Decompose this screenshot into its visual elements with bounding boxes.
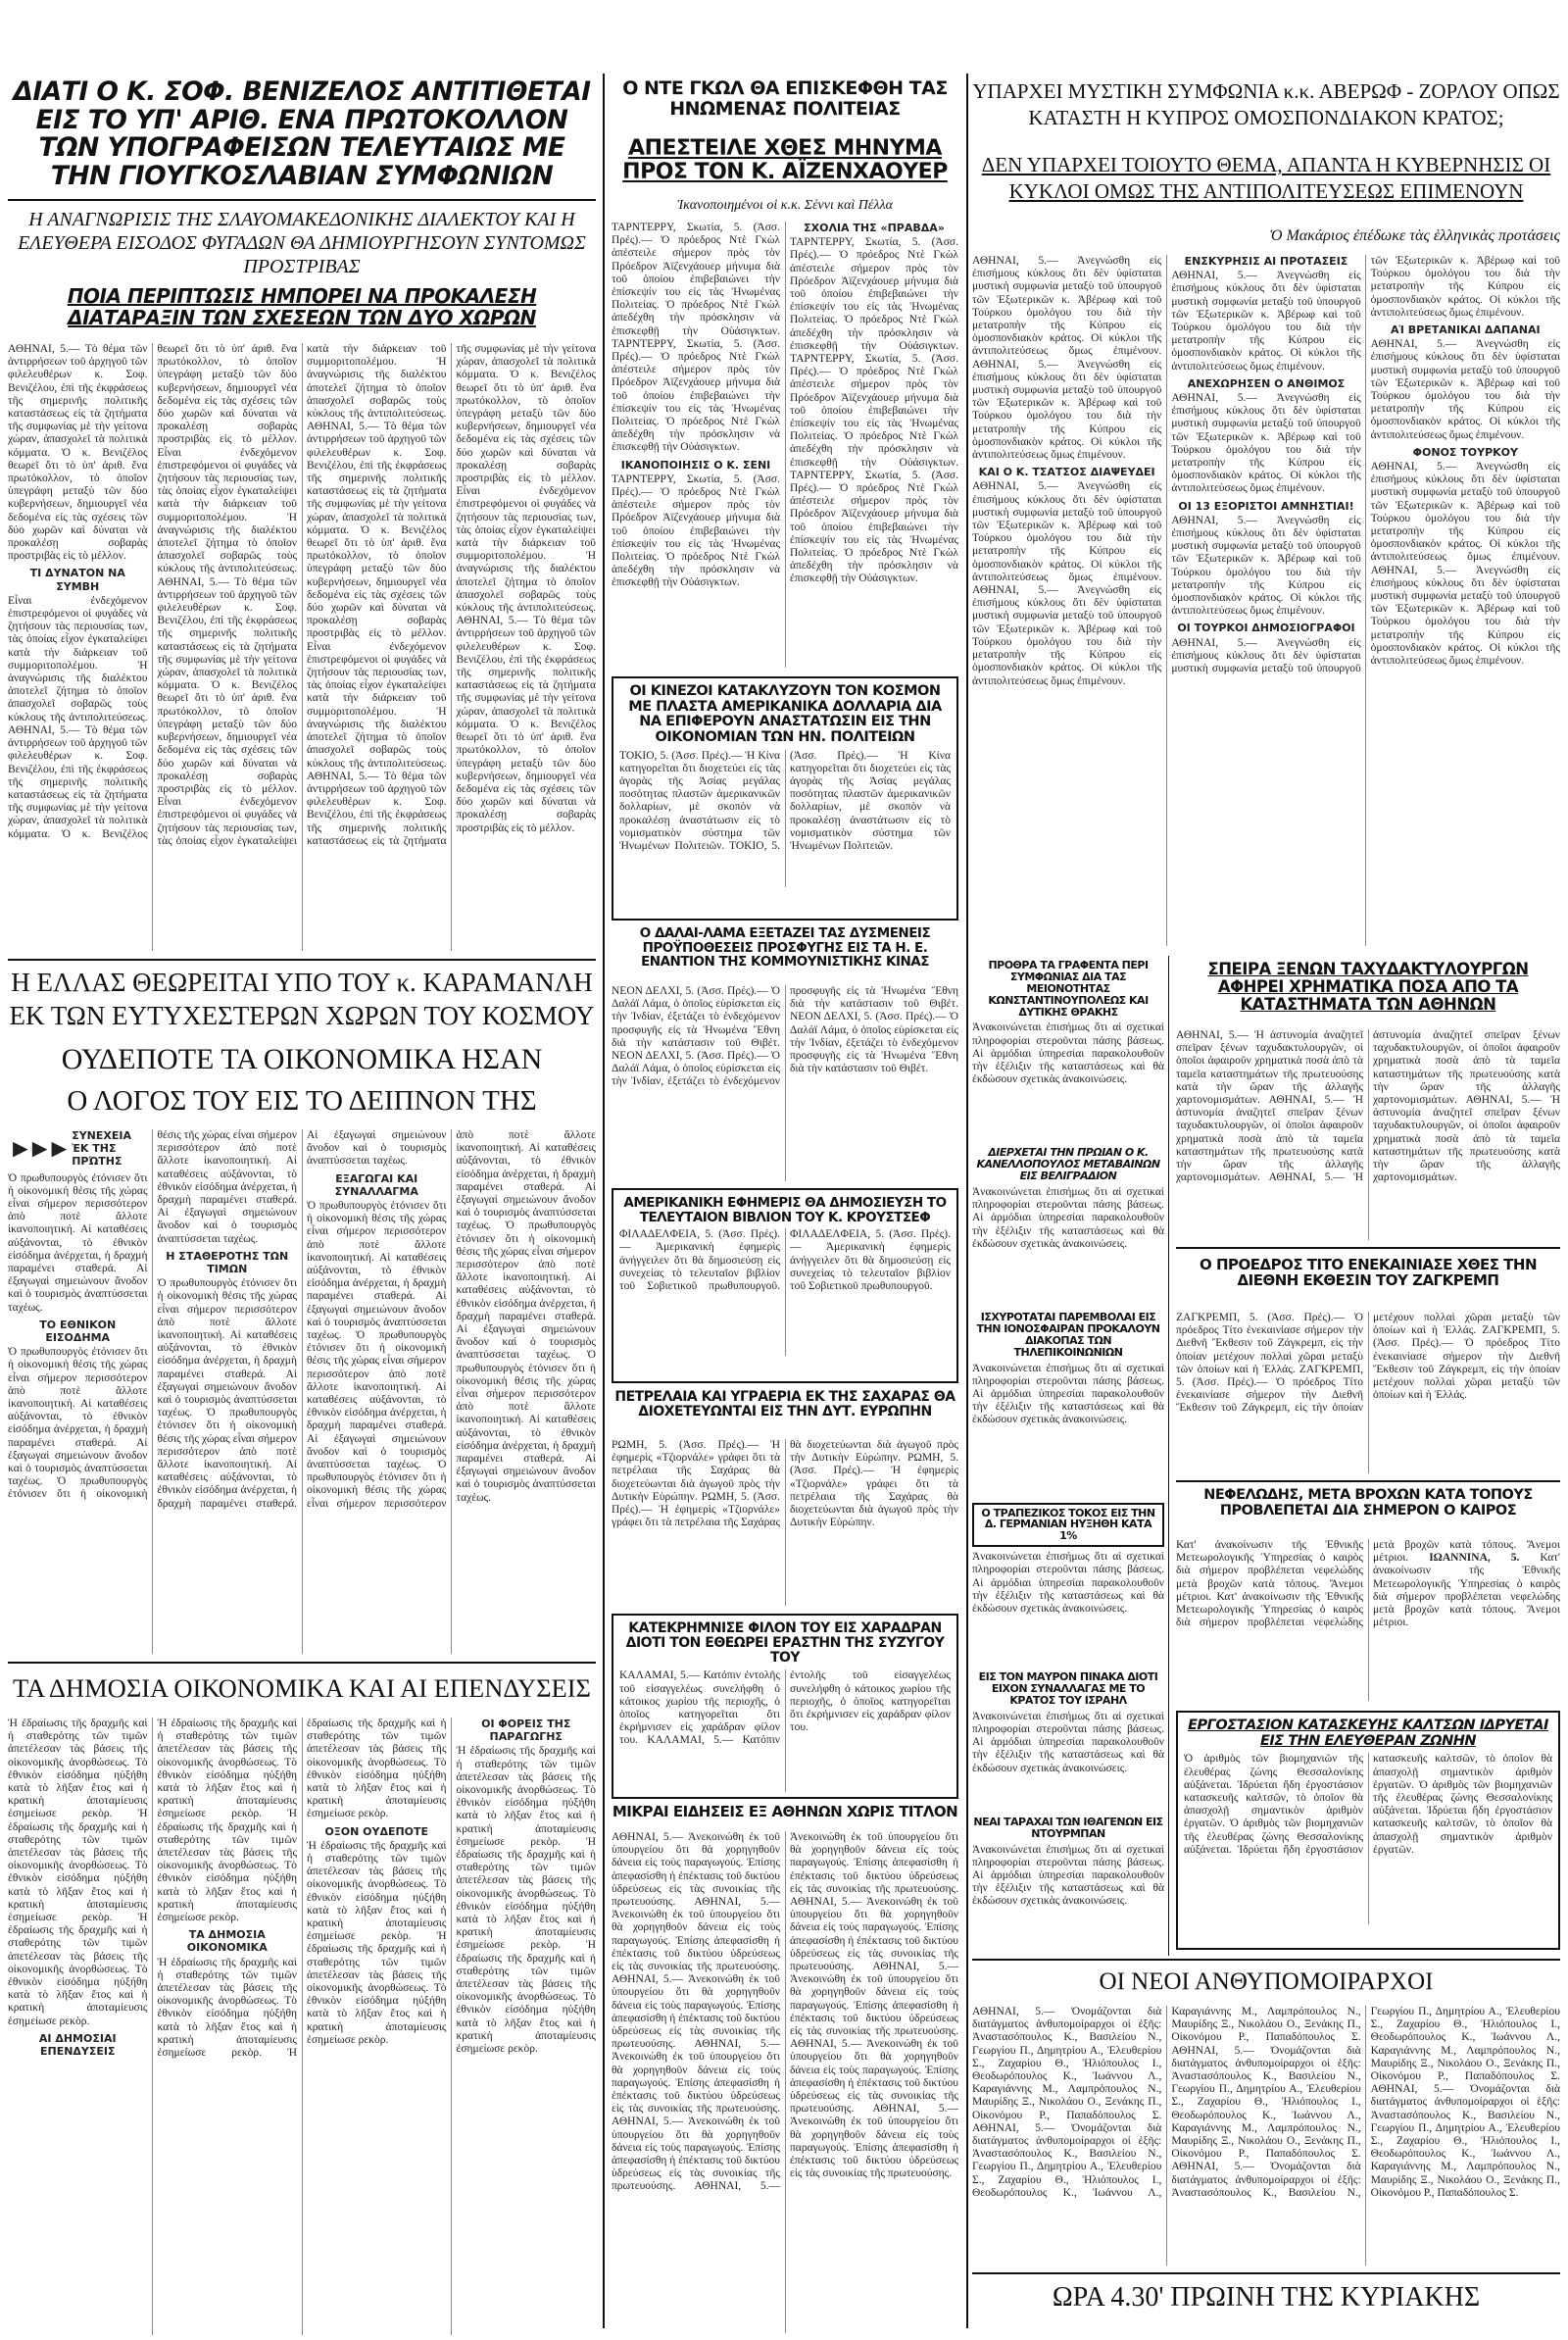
eisenhower-body-text-4: ΤΑΡΝΤΕΡΡΥ, Σκωτία, 5. (Ἀσσ. Πρές).— Ὁ πρόεδρος Ντὲ Γκὼλ ἀπέστειλε σήμερον πρὸς τὸν Πρόεδρον Ἀϊζενχάουερ μήνυμα διὰ τοῦ ὁποίου ἐπιβεβαιώνει τὴν ἐπίσκεψίν του εἰς τὰς Ἡνωμένας Πολιτείας. Ὁ πρόεδρος Ντὲ Γκὼλ ἀπεδέχθη τὴν πρόσκλησιν νὰ ἐπισκεφθῇ τὴν Οὐάσιγκτων. — [790, 236, 958, 352]
khrushchev-headline: ΑΜΕΡΙΚΑΝΙΚΗ ΕΦΗΜΕΡΙΣ ΘΑ ΔΗΜΟΣΙΕΥΣΗ ΤΟ ΤΕΛΕΥΤΑΙΟΝ ΒΙΒΛΙΟΝ ΤΟΥ Κ. ΚΡΟΥΣΤΣΕΦ — [623, 1195, 947, 1225]
khrushchev-body-text-2: ΦΙΛΑΔΕΛΦΕΙΑ, 5. (Ἀσσ. Πρές).— Ἀμερικανικὴ ἐφημερὶς ἀνήγγειλεν ὅτι θὰ δημοσιεύσῃ εἰς συνεχείας τὸ τελευταῖον βιβλίον τοῦ Σοβιετικοῦ πρωθυπουργοῦ. — [790, 1228, 951, 1292]
finance-body-text-11: Ἡ ἐδραίωσις τῆς δραχμῆς καὶ ἡ σταθερότης τῶν τιμῶν ἀπετέλεσαν τὰς βάσεις τῆς οἰκονομικῆς ἀνορθώσεως. Τὸ ἐθνικὸν εἰσόδημα ηὐξήθη κατὰ τὸ λῆξαν ἔτος καὶ ἡ κρατικὴ ἀποταμίευσις ἐσημείωσε ρεκὸρ. — [456, 1835, 596, 1952]
finance-body-text: Ἡ ἐδραίωσις τῆς δραχμῆς καὶ ἡ σταθερότης τῶν τιμῶν ἀπετέλεσαν τὰς βάσεις τῆς οἰκονομικῆς ἀνορθώσεως. Τὸ ἐθνικὸν εἰσόδημα ηὐξήθη κατὰ τὸ λῆξαν ἔτος καὶ ἡ κρατικὴ ἀποταμίευσις ἐσημείωσε ρεκὸρ. — [8, 1718, 148, 1820]
section-rule-2 — [8, 1662, 596, 1664]
officers-body-text-2: ΑΘΗΝΑΙ, 5.— Ὀνομάζονται διὰ διατάγματος ἀνθυπομοίραρχοι οἱ ἑξῆς: Ἀναστασόπουλος Κ., Βασιλείου Ν., Γεωργίου Π., Δημητρίου Α., Ἐλευθερίου Σ., Ζαχαρίου Θ., Ἠλιόπουλος Ι., Θεοδωρόπουλος Κ., Ἰωάννου Λ., Καραγιάννης Μ., Λαμπρόπουλος Ν., Μαυρίδης Ξ., Νικολάου Ο., Ξενάκης Π., Οἰκονόμου Ρ., Παπαδόπουλος Σ. — [972, 2006, 1361, 2199]
finance-body-text-2: Ἡ ἐδραίωσις τῆς δραχμῆς καὶ ἡ σταθερότης τῶν τιμῶν ἀπετέλεσαν τὰς βάσεις τῆς οἰκονομικῆς ἀνορθώσεως. Τὸ ἐθνικὸν εἰσόδημα ηὐξήθη κατὰ τὸ λῆξαν ἔτος καὶ ἡ κρατικὴ ἀποταμίευσις ἐσημείωσε ρεκὸρ. — [8, 1808, 148, 1924]
eisenhower-deck: Ἱκανοποιημένοι οἱ κ.κ. Σέννι καὶ Πέλλα — [677, 198, 893, 213]
stockings-box — [1176, 1711, 1560, 1950]
cyprus-deck: Ὁ Μακάριος ἐπέδωκε τὰς ἑλληνικὰς προτάσεις — [1269, 227, 1560, 244]
ravine-body — [613, 1669, 956, 1792]
weather-body-text: Κατ' ἀνακοίνωσιν τῆς Ἐθνικῆς Μετεωρολογικῆς Ὑπηρεσίας ὁ καιρὸς διὰ σήμερον προβλέπεται νεφελώδης μετὰ βροχῶν κατὰ τόπους. Ἄνεμοι μέτριοι. — [1176, 1539, 1363, 1603]
time-headline: ΩΡΑ 4.30' ΠΡΩΙΝΗ ΤΗΣ ΚΥΡΙΑΚΗΣ — [1052, 2282, 1481, 2313]
tito-body-text: ΖΑΓΚΡΕΜΠ, 5. (Ἀσσ. Πρές).— Ὁ πρόεδρος Τίτο ἐνεκαινίασε σήμερον τὴν Διεθνῆ Ἔκθεσιν τοῦ Ζάγκρεμπ, εἰς τὴν ὁποίαν μετέχουν πολλαὶ χῶραι μεταξὺ τῶν ὁποίων καὶ ἡ Ἑλλάς. — [1176, 1312, 1363, 1375]
ravine-body-text: ΚΑΛΑΜΑΙ, 5.— Κατόπιν ἐντολῆς τοῦ εἰσαγγελέως συνελήφθη ὁ κάτοικος χωρίου τῆς περιοχῆς, ὁ ὁποῖος κατηγορεῖται ὅτι ἐκρήμνισεν εἰς χαράδραν φίλον του. — [619, 1669, 780, 1747]
arrow-marker-icon: ►►► — [8, 1134, 67, 1164]
finance-body-text-9: Ἡ ἐδραίωσις τῆς δραχμῆς καὶ ἡ σταθερότης τῶν τιμῶν ἀπετέλεσαν τὰς βάσεις τῆς οἰκονομικῆς ἀνορθώσεως. Τὸ ἐθνικὸν εἰσόδημα ηὐξήθη κατὰ τὸ λῆξαν ἔτος καὶ ἡ κρατικὴ ἀποταμίευσις ἐσημείωσε ρεκὸρ. — [307, 1930, 447, 2046]
venizelos-body-text-6: ΑΘΗΝΑΙ, 5.— Τὸ θέμα τῶν ἀντιρρήσεων τοῦ ἀρχηγοῦ τῶν φιλελευθέρων κ. Σοφ. Βενιζέλου, ἐπὶ τῆς ἐκφράσεως τῆς σημερινῆς πολιτικῆς καταστάσεως εἰς τὰ ζητήματα τῆς συμφωνίας μὲ τὴν γείτονα χώραν, ἀπασχολεῖ τὰ πολιτικὰ κόμματα. Ὁ κ. Βενιζέλος θεωρεῖ ὅτι τὸ ὑπ' ἀριθ. ἕνα πρωτόκολλον, τὸ ὁποῖον ὑπεγράφη μεταξὺ τῶν δύο κυβερνήσεων, δημιουργεῖ νέα δεδομένα εἰς τὰς σχέσεις τῶν δύο χωρῶν καὶ δύναται νὰ προκαλέσῃ σοβαρὰς προστριβὰς εἰς τὸ μέλλον. — [456, 615, 596, 834]
officers-body-text-5: ΑΘΗΝΑΙ, 5.— Ὀνομάζονται διὰ διατάγματος ἀνθυπομοίραρχοι οἱ ἑξῆς: Ἀναστασόπουλος Κ., Βασιλείου Ν., Γεωργίου Π., Δημητρίου Α., Ἐλευθερίου Σ., Ζαχαρίου Θ., Ἠλιόπουλος Ι., Θεοδωρόπουλος Κ., Ἰωάννου Λ., Καραγιάννης Μ., Λαμπρόπουλος Ν., Μαυρίδης Ξ., Νικολάου Ο., Ξενάκης Π., Οἰκονόμου Ρ., Παπαδόπουλος Σ. — [1370, 2083, 1560, 2199]
cyprus-body-text-3: ΑΘΗΝΑΙ, 5.— Ἀνεγνώσθη εἰς ἐπισήμους κύκλους ὅτι δὲν ὑφίσταται μυστικὴ συμφωνία μεταξὺ τοῦ ὑπουργοῦ τῶν Ἐξωτερικῶν κ. Ἀβέρωφ καὶ τοῦ Τούρκου ὁμολόγου του διὰ τὴν μετατροπὴν τῆς Κύπρου εἰς ὁμοσπονδιακὸν κράτος. Οἱ κύκλοι τῆς ἀντιπολιτεύσεως ὅμως ἐπιμένουν. — [972, 480, 1162, 583]
athens-news-body-text-5: ΑΘΗΝΑΙ, 5.— Ἀνεκοινώθη ἐκ τοῦ ὑπουργείου ὅτι θὰ χορηγηθοῦν δάνεια εἰς τοὺς παραγωγούς. Ἐπίσης ἀπεφασίσθη ἡ ἐπέκτασις τοῦ δικτύου ὑδρεύσεως εἰς τὰς συνοικίας τῆς πρωτευούσης. — [612, 2116, 780, 2193]
forgers-body-text: ΑΘΗΝΑΙ, 5.— Ἡ ἀστυνομία ἀναζητεῖ σπεῖραν ξένων ταχυδακτυλουργῶν, οἱ ὁποῖοι ἀφαιροῦν χρηματικὰ ποσὰ ἀπὸ τὰ ταμεῖα καταστημάτων τῆς πρωτευούσης κατὰ τὴν ὥραν τῆς ἀλλαγῆς χαρτονομισμάτων. — [1176, 1029, 1363, 1107]
finance-body — [8, 1718, 596, 2335]
ionosphere-headline: ΙΣΧΥΡΟΤΑΤΑΙ ΠΑΡΕΜΒΟΛΑΙ ΕΙΣ ΤΗΝ ΙΟΝΟΣΦΑΙΡΑΝ ΠΡΟΚΑΛΟΥΝ ΔΙΑΚΟΠΑΣ ΤΩΝ ΤΗΛΕΠΙΚΟΙΝΩΝΙΩΝ — [976, 1311, 1160, 1359]
khrushchev-body — [613, 1228, 956, 1356]
venizelos-body-text-5: ΑΘΗΝΑΙ, 5.— Τὸ θέμα τῶν ἀντιρρήσεων τοῦ ἀρχηγοῦ τῶν φιλελευθέρων κ. Σοφ. Βενιζέλου, ἐπὶ τῆς ἐκφράσεως τῆς σημερινῆς πολιτικῆς καταστάσεως εἰς τὰ ζητήματα τῆς συμφωνίας μὲ τὴν γείτονα χώραν, ἀπασχολεῖ τὰ πολιτικὰ κόμματα. Ὁ κ. Βενιζέλος θεωρεῖ ὅτι τὸ ὑπ' ἀριθ. ἕνα πρωτόκολλον, τὸ ὁποῖον ὑπεγράφη μεταξὺ τῶν δύο κυβερνήσεων, δημιουργεῖ νέα δεδομένα εἰς τὰς σχέσεις τῶν δύο χωρῶν καὶ δύναται νὰ προκαλέσῃ σοβαρὰς προστριβὰς εἰς τὸ μέλλον. — [307, 343, 596, 847]
interest-body: Ἀνακοινώνεται ἐπισήμως ὅτι αἱ σχετικαὶ πληροφορίαι στεροῦνται πάσης βάσεως. Αἱ ἀρμόδιαι ὑπηρεσίαι παρακολουθοῦν τὴν ἐξέλιξιν τῆς καταστάσεως καὶ θὰ ἐκδώσουν σχετικὰς ἀνακοινώσεις. — [972, 1551, 1164, 1615]
venizelos-body-text-4: ΑΘΗΝΑΙ, 5.— Τὸ θέμα τῶν ἀντιρρήσεων τοῦ ἀρχηγοῦ τῶν φιλελευθέρων κ. Σοφ. Βενιζέλου, ἐπὶ τῆς ἐκφράσεως τῆς σημερινῆς πολιτικῆς καταστάσεως εἰς τὰ ζητήματα τῆς συμφωνίας μὲ τὴν γείτονα χώραν, ἀπασχολεῖ τὰ πολιτικὰ κόμματα. Ὁ κ. Βενιζέλος θεωρεῖ ὅτι τὸ ὑπ' ἀριθ. ἕνα πρωτόκολλον, τὸ ὁποῖον ὑπεγράφη μεταξὺ τῶν δύο κυβερνήσεων, δημιουργεῖ νέα δεδομένα εἰς τὰς σχέσεις τῶν δύο χωρῶν καὶ δύναται νὰ προκαλέσῃ σοβαρὰς προστριβὰς εἰς τὸ μέλλον. — [307, 421, 447, 640]
degaulle-kicker: Ο ΝΤΕ ΓΚΩΛ ΘΑ ΕΠΙΣΚΕΦΘΗ ΤΑΣ ΗΝΩΜΕΝΑΣ ΠΟΛΙΤΕΙΑΣ — [622, 78, 948, 120]
cyprus-subsection-6: ΦΟΝΟΣ ΤΟΥΡΚΟΥ — [1412, 445, 1518, 459]
ravine-headline: ΚΑΤΕΚΡΗΜΝΙΣΕ ΦΙΛΟΝ ΤΟΥ ΕΙΣ ΧΑΡΑΔΡΑΝ ΔΙΟΤΙ ΤΟΝ ΕΘΕΩΡΕΙ ΕΡΑΣΤΗΝ ΤΗΣ ΣΥΖΥΓΟΥ ΤΟΥ — [625, 1620, 945, 1667]
ravine-body-text-2: ΚΑΛΑΜΑΙ, 5.— Κατόπιν ἐντολῆς τοῦ εἰσαγγελέως συνελήφθη ὁ κάτοικος χωρίου τῆς περιοχῆς, ὁ ὁποῖος κατηγορεῖται ὅτι ἐκρήμνισεν εἰς χαράδραν φίλον του. — [647, 1669, 951, 1747]
dalai-lama-body-text: ΝΕΟΝ ΔΕΛΧΙ, 5. (Ἀσσ. Πρές).— Ὁ Δαλάϊ Λάμα, ὁ ὁποῖος εὑρίσκεται εἰς τὴν Ἰνδίαν, ἐξετάζει τὸ ἐνδεχόμενον προσφυγῆς εἰς τὰ Ἡνωμένα Ἔθνη διὰ τὴν κατάστασιν τοῦ Θιβέτ. — [612, 985, 780, 1049]
finance-body-text-8: Ἡ ἐδραίωσις τῆς δραχμῆς καὶ ἡ σταθερότης τῶν τιμῶν ἀπετέλεσαν τὰς βάσεις τῆς οἰκονομικῆς ἀνορθώσεως. Τὸ ἐθνικὸν εἰσόδημα ηὐξήθη κατὰ τὸ λῆξαν ἔτος καὶ ἡ κρατικὴ ἀποταμίευσις ἐσημείωσε ρεκὸρ. — [307, 1839, 447, 1943]
finance-body-text-10: Ἡ ἐδραίωσις τῆς δραχμῆς καὶ ἡ σταθερότης τῶν τιμῶν ἀπετέλεσαν τὰς βάσεις τῆς οἰκονομικῆς ἀνορθώσεως. Τὸ ἐθνικὸν εἰσόδημα ηὐξήθη κατὰ τὸ λῆξαν ἔτος καὶ ἡ κρατικὴ ἀποταμίευσις ἐσημείωσε ρεκὸρ. — [456, 1745, 596, 1848]
cyprus-subsection-3: ΑΝΕΧΩΡΗΣΕΝ Ο ΑΝΘΙΜΟΣ — [1187, 376, 1346, 390]
stockings-body — [1178, 1753, 1558, 1924]
column-divider-3 — [1168, 956, 1169, 1956]
dalai-lama-headline: Ο ΔΑΛΑΪ-ΛΑΜΑ ΕΞΕΤΑΖΕΙ ΤΑΣ ΔΥΣΜΕΝΕΙΣ ΠΡΟΫΠΟΘΕΣΕΙΣ ΠΡΟΣΦΥΓΗΣ ΕΙΣ ΤΑ Η. Ε. ΕΝΑΝΤΙΟΝ ΤΗΣ ΚΟΜΜΟΥΝΙΣΤΙΚΗΣ ΚΙΝΑΣ — [639, 926, 931, 971]
finance-subsection-1: ΑΙ ΔΗΜΟΣΙΑΙ ΕΠΕΝΔΥΣΕΙΣ — [38, 2031, 117, 2059]
venizelos-body — [8, 343, 596, 951]
finance-subsection-3: ΟΙ ΦΟΡΕΙΣ ΤΗΣ ΠΑΡΑΓΩΓΗΣ — [481, 1718, 571, 1744]
karamanlis-subsection-2: Η ΣΤΑΘΕΡΟΤΗΣ ΤΩΝ ΤΙΜΩΝ — [166, 1249, 289, 1276]
tito-body-text-2: ΖΑΓΚΡΕΜΠ, 5. (Ἀσσ. Πρές).— Ὁ πρόεδρος Τίτο ἐνεκαινίασε σήμερον τὴν Διεθνῆ Ἔκθεσιν τοῦ Ζάγκρεμπ, εἰς τὴν ὁποίαν μετέχουν πολλαὶ χῶραι μεταξὺ τῶν ὁποίων καὶ ἡ Ἑλλάς. — [1176, 1312, 1560, 1415]
athens-news-body-text-10: ΑΘΗΝΑΙ, 5.— Ἀνεκοινώθη ἐκ τοῦ ὑπουργείου ὅτι θὰ χορηγηθοῦν δάνεια εἰς τοὺς παραγωγούς. Ἐπίσης ἀπεφασίσθη ἡ ἐπέκτασις τοῦ δικτύου ὑδρεύσεως εἰς τὰς συνοικίας τῆς πρωτευούσης. — [790, 2103, 958, 2180]
officers-headline: ΟΙ ΝΕΟΙ ΑΝΘΥΠΟΜΟΙΡΑΡΧΟΙ — [1099, 1968, 1434, 1995]
cyprus-subsection-5: ΟΙ 13 ΕΞΟΡΙΣΤΟΙ ΑΜΝΗΣΤΙΑΙ! — [1178, 499, 1354, 513]
tito-body-text-3: ΖΑΓΚΡΕΜΠ, 5. (Ἀσσ. Πρές).— Ὁ πρόεδρος Τίτο ἐνεκαινίασε σήμερον τὴν Διεθνῆ Ἔκθεσιν τοῦ Ζάγκρεμπ, εἰς τὴν ὁποίαν μετέχουν πολλαὶ χῶραι μεταξὺ τῶν ὁποίων καὶ ἡ Ἑλλάς. — [1373, 1324, 1560, 1402]
continuation-marker — [8, 1129, 148, 1169]
ndoumpian-body: Ἀνακοινώνεται ἐπισήμως ὅτι αἱ σχετικαὶ πληροφορίαι στεροῦνται πάσης βάσεως. Αἱ ἀρμόδιαι ὑπηρεσίαι παρακολουθοῦν τὴν ἐξέλιξιν τῆς καταστάσεως καὶ θὰ ἐκδώσουν σχετικὰς ἀνακοινώσεις. — [972, 1843, 1164, 1908]
athens-news-body-text-8: ΑΘΗΝΑΙ, 5.— Ἀνεκοινώθη ἐκ τοῦ ὑπουργείου ὅτι θὰ χορηγηθοῦν δάνεια εἰς τοὺς παραγωγούς. Ἐπίσης ἀπεφασίσθη ἡ ἐπέκτασις τοῦ δικτύου ὑδρεύσεως εἰς τὰς συνοικίας τῆς πρωτευούσης. — [790, 1961, 958, 2038]
karamanlis-subhead-2: Ο ΛΟΓΟΣ ΤΟΥ ΕΙΣ ΤΟ ΔΕΙΠΝΟΝ ΤΗΣ — [67, 1085, 537, 1117]
sahara-body — [612, 1439, 958, 1606]
eisenhower-body-text-6: ΤΑΡΝΤΕΡΡΥ, Σκωτία, 5. (Ἀσσ. Πρές).— Ὁ πρόεδρος Ντὲ Γκὼλ ἀπέστειλε σήμερον πρὸς τὸν Πρόεδρον Ἀϊζενχάουερ μήνυμα διὰ τοῦ ὁποίου ἐπιβεβαιώνει τὴν ἐπίσκεψίν του εἰς τὰς Ἡνωμένας Πολιτείας. Ὁ πρόεδρος Ντὲ Γκὼλ ἀπεδέχθη τὴν πρόσκλησιν νὰ ἐπισκεφθῇ τὴν Οὐάσιγκτων. — [790, 469, 958, 585]
cyprus-body-text-4: ΑΘΗΝΑΙ, 5.— Ἀνεγνώσθη εἰς ἐπισήμους κύκλους ὅτι δὲν ὑφίσταται μυστικὴ συμφωνία μεταξὺ τοῦ ὑπουργοῦ τῶν Ἐξωτερικῶν κ. Ἀβέρωφ καὶ τοῦ Τούρκου ὁμολόγου του διὰ τὴν μετατροπὴν τῆς Κύπρου εἰς ὁμοσπονδιακὸν κράτος. Οἱ κύκλοι τῆς ἀντιπολιτεύσεως ὅμως ἐπιμένουν. — [972, 584, 1162, 687]
dalai-lama-body-text-2: ΝΕΟΝ ΔΕΛΧΙ, 5. (Ἀσσ. Πρές).— Ὁ Δαλάϊ Λάμα, ὁ ὁποῖος εὑρίσκεται εἰς τὴν Ἰνδίαν, ἐξετάζει τὸ ἐνδεχόμενον προσφυγῆς εἰς τὰ Ἡνωμένα Ἔθνη διὰ τὴν κατάστασιν τοῦ Θιβέτ. — [612, 985, 958, 1088]
forgers-headline: ΣΠΕΙΡΑ ΞΕΝΩΝ ΤΑΧΥΔΑΚΤΥΛΟΥΡΓΩΝ ΑΦΗΡΕΙ ΧΡΗΜΑΤΙΚΑ ΠΟΣΑ ΑΠΟ ΤΑ ΚΑΤΑΣΤΗΜΑΤΑ ΤΩΝ ΑΘΗΝΩΝ — [1207, 961, 1529, 1014]
ravine-box — [612, 1614, 958, 1799]
athens-news-body-text-9: ΑΘΗΝΑΙ, 5.— Ἀνεκοινώθη ἐκ τοῦ ὑπουργείου ὅτι θὰ χορηγηθοῦν δάνεια εἰς τοὺς παραγωγούς. Ἐπίσης ἀπεφασίσθη ἡ ἐπέκτασις τοῦ δικτύου ὑδρεύσεως εἰς τὰς συνοικίας τῆς πρωτευούσης. — [790, 2038, 958, 2116]
ndoumpian-headline: ΝΕΑΙ ΤΑΡΑΧΑΙ ΤΩΝ ΙΘΑΓΕΝΩΝ ΕΙΣ ΝΤΟΥΡΜΠΑΝ — [973, 1815, 1163, 1840]
venizelos-body-cont: Εἶναι ἐνδεχόμενον ἐπιστρεφόμενοι οἱ φυγάδες νὰ ζητήσουν τὰς περιουσίας των, τὰς ὁποίας εἶχον ἐγκαταλείψει κατὰ τὴν διάρκειαν τοῦ συμμοριτοπολέμου. Ἡ ἀναγνώρισις τῆς διαλέκτου ἀποτελεῖ ζήτημα τὸ ὁποῖον ἀπασχολεῖ σοβαρῶς τοὺς κύκλους τῆς ἀντιπολιτεύσεως. — [8, 594, 148, 723]
finance-body-text-5: Ἡ ἐδραίωσις τῆς δραχμῆς καὶ ἡ σταθερότης τῶν τιμῶν ἀπετέλεσαν τὰς βάσεις τῆς οἰκονομικῆς ἀνορθώσεως. Τὸ ἐθνικὸν εἰσόδημα ηὐξήθη κατὰ τὸ λῆξαν ἔτος καὶ ἡ κρατικὴ ἀποταμίευσις ἐσημείωσε ρεκὸρ. — [157, 1808, 297, 1924]
finance-body-text-4: Ἡ ἐδραίωσις τῆς δραχμῆς καὶ ἡ σταθερότης τῶν τιμῶν ἀπετέλεσαν τὰς βάσεις τῆς οἰκονομικῆς ἀνορθώσεως. Τὸ ἐθνικὸν εἰσόδημα ηὐξήθη κατὰ τὸ λῆξαν ἔτος καὶ ἡ κρατικὴ ἀποταμίευσις ἐσημείωσε ρεκὸρ. — [157, 1718, 297, 1820]
column-divider-2 — [966, 74, 968, 2328]
china-body-text: ΤΟΚΙΟ, 5. (Ἀσσ. Πρές).— Ἡ Κίνα κατηγορεῖται ὅτι διοχετεύει εἰς τὰς ἀγορὰς τῆς Ἀσίας μεγάλας ποσότητας πλαστῶν ἀμερικανικῶν δολλαρίων, μὲ σκοπὸν νὰ προκαλέσῃ ἀναστάτωσιν εἰς τὸ νομισματικὸν σύστημα τῶν Ἡνωμένων Πολιτειῶν. — [619, 749, 780, 853]
grafeia-body: Ἀνακοινώνεται ἐπισήμως ὅτι αἱ σχετικαὶ πληροφορίαι στεροῦνται πάσης βάσεως. Αἱ ἀρμόδιαι ὑπηρεσίαι παρακολουθοῦν τὴν ἐξέλιξιν τῆς καταστάσεως καὶ θὰ ἐκδώσουν σχετικὰς ἀνακοινώσεις. — [972, 1021, 1164, 1086]
section-rule-5 — [972, 1959, 1560, 1961]
forgers-body — [1176, 1029, 1560, 1240]
finance-subsection-2: ΤΑ ΔΗΜΟΣΙΑ ΟΙΚΟΝΟΜΙΚΑ — [186, 1928, 268, 1955]
dalai-lama-body — [612, 985, 958, 1181]
pravda-subsection: ΣΧΟΛΙΑ ΤΗΣ «ΠΡΑΒΔΑ» — [804, 222, 945, 234]
section-rule-6 — [972, 2272, 1560, 2274]
karamanlis-body — [8, 1129, 596, 1654]
weather-body-text-3: Κατ' ἀνακοίνωσιν τῆς Ἐθνικῆς Μετεωρολογικῆς Ὑπηρεσίας ὁ καιρὸς διὰ σήμερον προβλέπεται νεφελώδης μετὰ βροχῶν κατὰ τόπους. Ἄνεμοι μέτριοι. — [1373, 1552, 1560, 1629]
karamanlis-body-text-2: Ὁ πρωθυπουργὸς ἐτόνισεν ὅτι ἡ οἰκονομικὴ θέσις τῆς χώρας εἶναι σήμερον περισσότερον ἀπὸ ποτὲ ἄλλοτε ἱκανοποιητική. Αἱ καταθέσεις αὐξάνονται, τὸ ἐθνικὸν εἰσόδημα ἀνέρχεται, ἡ δραχμὴ παραμένει σταθερά. Αἱ ἐξαγωγαὶ σημειώνουν ἄνοδον καὶ ὁ τουρισμὸς ἀναπτύσσεται ταχέως. — [8, 1346, 148, 1488]
karamanlis-subhead: ΟΥΔΕΠΟΤΕ ΤΑ ΟΙΚΟΝΟΜΙΚΑ ΗΣΑΝ — [61, 1043, 543, 1075]
venizelos-body-cont-5: Εἶναι ἐνδεχόμενον ἐπιστρεφόμενοι οἱ φυγάδες νὰ ζητήσουν τὰς περιουσίας των, τὰς ὁποίας εἶχον ἐγκαταλείψει κατὰ τὴν διάρκειαν τοῦ συμμοριτοπολέμου. Ἡ ἀναγνώρισις τῆς διαλέκτου ἀποτελεῖ ζήτημα τὸ ὁποῖον ἀπασχολεῖ σοβαρῶς τοὺς κύκλους τῆς ἀντιπολιτεύσεως. — [456, 485, 596, 615]
cyprus-subhead: ΔΕΝ ΥΠΑΡΧΕΙ ΤΟΙΟΥΤΟ ΘΕΜΑ, ΑΠΑΝΤΑ Η ΚΥΒΕΡΝΗΣΙΣ ΟΙ ΚΥΚΛΟΙ ΟΜΩΣ ΤΗΣ ΑΝΤΙΠΟΛΙΤΕΥΣΕΩΣ ΕΠΙΜΕΝΟΥΝ — [981, 153, 1551, 203]
eisenhower-headline: ΑΠΕΣΤΕΙΛΕ ΧΘΕΣ ΜΗΝΥΜΑ ΠΡΟΣ ΤΟΝ Κ. ΑΪΖΕΝΧΑΟΥΕΡ — [622, 137, 948, 184]
china-headline: ΟΙ ΚΙΝΕΖΟΙ ΚΑΤΑΚΛΥΖΟΥΝ ΤΟΝ ΚΟΣΜΟΝ ΜΕ ΠΛΑΣΤΑ ΑΜΕΡΙΚΑΝΙΚΑ ΔΟΛΛΑΡΙΑ ΔΙΑ ΝΑ ΕΠΙΦΕΡΟΥΝ ΑΝΑΣΤΑΤΩΣΙΝ ΕΙΣ ΤΗΝ ΟΙΚΟΝΟΜΙΑΝ ΤΩΝ ΗΝ. ΠΟΛΙΤΕΙΩΝ — [628, 683, 942, 745]
venizelos-deck: Η ΑΝΑΓΝΩΡΙΣΙΣ ΤΗΣ ΣΛΑΥΟΜΑΚΕΔΟΝΙΚΗΣ ΔΙΑΛΕΚΤΟΥ ΚΑΙ Η ΕΛΕΥΘΕΡΑ ΕΙΣΟΔΟΣ ΦΥΓΑΔΩΝ ΘΑ ΔΗΜΙΟΥΡΓΗΣΟΥΝ ΣΥΝΤΟΜΩΣ ΠΡΟΣΤΡΙΒΑΣ — [18, 209, 586, 277]
cyprus-body-text-11: ΑΘΗΝΑΙ, 5.— Ἀνεγνώσθη εἰς ἐπισήμους κύκλους ὅτι δὲν ὑφίσταται μυστικὴ συμφωνία μεταξὺ τοῦ ὑπουργοῦ τῶν Ἐξωτερικῶν κ. Ἀβέρωφ καὶ τοῦ Τούρκου ὁμολόγου του διὰ τὴν μετατροπὴν τῆς Κύπρου εἰς ὁμοσπονδιακὸν κράτος. Οἱ κύκλοι τῆς ἀντιπολιτεύσεως ὅμως ἐπιμένουν. — [1370, 564, 1560, 668]
venizelos-headline: ΔΙΑΤΙ Ο Κ. ΣΟΦ. ΒΕΝΙΖΕΛΟΣ ΑΝΤΙΤΙΘΕΤΑΙ ΕΙΣ ΤΟ ΥΠ' ΑΡΙΘ. ΕΝΑ ΠΡΩΤΟΚΟΛΛΟΝ ΤΩΝ ΥΠΟΓΡΑΦΕΙΣΩΝ ΤΕΛΕΥΤΑΙΩΣ ΜΕ ΤΗΝ ΓΙΟΥΓΚΟΣΛΑΒΙΑΝ ΣΥΜΦΩΝΙΩΝ — [13, 78, 591, 191]
cyprus-body-text-2: ΑΘΗΝΑΙ, 5.— Ἀνεγνώσθη εἰς ἐπισήμους κύκλους ὅτι δὲν ὑφίσταται μυστικὴ συμφωνία μεταξὺ τοῦ ὑπουργοῦ τῶν Ἐξωτερικῶν κ. Ἀβέρωφ καὶ τοῦ Τούρκου ὁμολόγου του διὰ τὴν μετατροπὴν τῆς Κύπρου εἰς ὁμοσπονδιακὸν κράτος. Οἱ κύκλοι τῆς ἀντιπολιτεύσεως ὅμως ἐπιμένουν. — [972, 358, 1162, 462]
karamanlis-body-text-8: Ὁ πρωθυπουργὸς ἐτόνισεν ὅτι ἡ οἰκονομικὴ θέσις τῆς χώρας εἶναι σήμερον περισσότερον ἀπὸ ποτὲ ἄλλοτε ἱκανοποιητική. Αἱ καταθέσεις αὐξάνονται, τὸ ἐθνικὸν εἰσόδημα ἀνέρχεται, ἡ δραχμὴ παραμένει σταθερά. Αἱ ἐξαγωγαὶ σημειώνουν ἄνοδον καὶ ὁ τουρισμὸς ἀναπτύσσεται ταχέως. — [307, 1129, 596, 1510]
headline-rule — [8, 199, 596, 201]
tito-body — [1176, 1312, 1560, 1473]
forgers-body-text-4: ΑΘΗΝΑΙ, 5.— Ἡ ἀστυνομία ἀναζητεῖ σπεῖραν ξένων ταχυδακτυλουργῶν, οἱ ὁποῖοι ἀφαιροῦν χρηματικὰ ποσὰ ἀπὸ τὰ ταμεῖα καταστημάτων τῆς πρωτευούσης κατὰ τὴν ὥραν τῆς ἀλλαγῆς χαρτονομισμάτων. — [1373, 1094, 1560, 1184]
nixon-subsection: ΙΚΑΝΟΠΟΙΗΣΙΣ Ο Κ. ΣΕΝΙ — [620, 458, 771, 472]
sahara-body-text: ΡΩΜΗ, 5. (Ἀσσ. Πρές).— Ἡ ἐφημερὶς «Τζιορνάλε» γράφει ὅτι τὰ πετρέλαια τῆς Σαχάρας θὰ διοχετεύωνται διὰ ἀγωγοῦ πρὸς τὴν Δυτικὴν Εὐρώπην. — [612, 1439, 780, 1503]
section-rule-1 — [8, 959, 596, 961]
officers-body-text-4: ΑΘΗΝΑΙ, 5.— Ὀνομάζονται διὰ διατάγματος ἀνθυπομοίραρχοι οἱ ἑξῆς: Ἀναστασόπουλος Κ., Βασιλείου Ν., Γεωργίου Π., Δημητρίου Α., Ἐλευθερίου Σ., Ζαχαρίου Θ., Ἠλιόπουλος Ι., Θεοδωρόπουλος Κ., Ἰωάννου Λ., Καραγιάννης Μ., Λαμπρόπουλος Ν., Μαυρίδης Ξ., Νικολάου Ο., Ξενάκης Π., Οἰκονόμου Ρ., Παπαδόπουλος Σ. — [1171, 2006, 1560, 2199]
karamanlis-headline: Η ΕΛΛΑΣ ΘΕΩΡΕΙΤΑΙ ΥΠΟ ΤΟΥ κ. ΚΑΡΑΜΑΝΛΗ ΕΚ ΤΩΝ ΕΥΤΥΧΕΣΤΕΡΩΝ ΧΩΡΩΝ ΤΟΥ ΚΟΣΜΟΥ — [9, 968, 595, 1030]
cyprus-headline: ΥΠΑΡΧΕΙ ΜΥΣΤΙΚΗ ΣΥΜΦΩΝΙΑ κ.κ. ΑΒΕΡΩΦ - ΖΟΡΛΟΥ ΟΠΩΣ ΚΑΤΑΣΤΗ Η ΚΥΠΡΟΣ ΟΜΟΣΠΟΝΔΙΑΚΟΝ ΚΡΑΤΟΣ; — [972, 79, 1560, 129]
cyprus-body-text-8: ΑΘΗΝΑΙ, 5.— Ἀνεγνώσθη εἰς ἐπισήμους κύκλους ὅτι δὲν ὑφίσταται μυστικὴ συμφωνία μεταξὺ τοῦ ὑπουργοῦ τῶν Ἐξωτερικῶν κ. Ἀβέρωφ καὶ τοῦ Τούρκου ὁμολόγου του διὰ τὴν μετατροπὴν τῆς Κύπρου εἰς ὁμοσπονδιακὸν κράτος. Οἱ κύκλοι τῆς ἀντιπολιτεύσεως ὅμως ἐπιμένουν. — [1171, 255, 1560, 675]
finance-body-text-3: Ἡ ἐδραίωσις τῆς δραχμῆς καὶ ἡ σταθερότης τῶν τιμῶν ἀπετέλεσαν τὰς βάσεις τῆς οἰκονομικῆς ἀνορθώσεως. Τὸ ἐθνικὸν εἰσόδημα ηὐξήθη κατὰ τὸ λῆξαν ἔτος καὶ ἡ κρατικὴ ἀποταμίευσις ἐσημείωσε ρεκὸρ. — [8, 1912, 148, 2027]
eisenhower-body-text-2: ΤΑΡΝΤΕΡΡΥ, Σκωτία, 5. (Ἀσσ. Πρές).— Ὁ πρόεδρος Ντὲ Γκὼλ ἀπέστειλε σήμερον πρὸς τὸν Πρόεδρον Ἀϊζενχάουερ μήνυμα διὰ τοῦ ὁποίου ἐπιβεβαιώνει τὴν ἐπίσκεψίν του εἰς τὰς Ἡνωμένας Πολιτείας. Ὁ πρόεδρος Ντὲ Γκὼλ ἀπεδέχθη τὴν πρόσκλησιν νὰ ἐπισκεφθῇ τὴν Οὐάσιγκτων. — [612, 337, 780, 454]
cyprus-body-text-9: ΑΘΗΝΑΙ, 5.— Ἀνεγνώσθη εἰς ἐπισήμους κύκλους ὅτι δὲν ὑφίσταται μυστικὴ συμφωνία μεταξὺ τοῦ ὑπουργοῦ τῶν Ἐξωτερικῶν κ. Ἀβέρωφ καὶ τοῦ Τούρκου ὁμολόγου του διὰ τὴν μετατροπὴν τῆς Κύπρου εἰς ὁμοσπονδιακὸν κράτος. Οἱ κύκλοι τῆς ἀντιπολιτεύσεως ὅμως ἐπιμένουν. — [1370, 338, 1560, 441]
karamanlis-body-text-4: Ὁ πρωθυπουργὸς ἐτόνισεν ὅτι ἡ οἰκονομικὴ θέσις τῆς χώρας εἶναι σήμερον περισσότερον ἀπὸ ποτὲ ἄλλοτε ἱκανοποιητική. Αἱ καταθέσεις αὐξάνονται, τὸ ἐθνικὸν εἰσόδημα ἀνέρχεται, ἡ δραχμὴ παραμένει σταθερά. Αἱ ἐξαγωγαὶ σημειώνουν ἄνοδον καὶ ὁ τουρισμὸς ἀναπτύσσεται ταχέως. — [157, 1277, 297, 1419]
stockings-body-text-2: Ὁ ἀριθμὸς τῶν βιομηχανιῶν τῆς ἐλευθέρας ζώνης Θεσσαλονίκης αὐξάνεται. Ἰδρύεται ἤδη ἐργοστάσιον κατασκευῆς καλτσῶν, τὸ ὁποῖον θὰ ἀπασχολῇ σημαντικὸν ἀριθμὸν ἐργατῶν. — [1184, 1753, 1552, 1856]
forgers-body-text-3: ΑΘΗΝΑΙ, 5.— Ἡ ἀστυνομία ἀναζητεῖ σπεῖραν ξένων ταχυδακτυλουργῶν, οἱ ὁποῖοι ἀφαιροῦν χρηματικὰ ποσὰ ἀπὸ τὰ ταμεῖα καταστημάτων τῆς πρωτευούσης κατὰ τὴν ὥραν τῆς ἀλλαγῆς χαρτονομισμάτων. — [1268, 1029, 1560, 1184]
athens-news-body-text: ΑΘΗΝΑΙ, 5.— Ἀνεκοινώθη ἐκ τοῦ ὑπουργείου ὅτι θὰ χορηγηθοῦν δάνεια εἰς τοὺς παραγωγούς. Ἐπίσης ἀπεφασίσθη ἡ ἐπέκτασις τοῦ δικτύου ὑδρεύσεως εἰς τὰς συνοικίας τῆς πρωτευούσης. — [612, 1831, 780, 1909]
venizelos-body-cont-3: Εἶναι ἐνδεχόμενον ἐπιστρεφόμενοι οἱ φυγάδες νὰ ζητήσουν τὰς περιουσίας των, τὰς ὁποίας εἶχον ἐγκαταλείψει κατὰ τὴν διάρκειαν τοῦ συμμοριτοπολέμου. Ἡ ἀναγνώρισις τῆς διαλέκτου ἀποτελεῖ ζήτημα τὸ ὁποῖον ἀπασχολεῖ σοβαρῶς τοὺς κύκλους τῆς ἀντιπολιτεύσεως. — [157, 343, 447, 847]
cyprus-subsection-7: ΚΑΙ Ο Κ. ΤΣΑΤΣΟΣ ΔΙΑΨΕΥΔΕΙ — [978, 466, 1155, 479]
weather-body-text-2: Κατ' ἀνακοίνωσιν τῆς Ἐθνικῆς Μετεωρολογικῆς Ὑπηρεσίας ὁ καιρὸς διὰ σήμερον προβλέπεται νεφελώδης μετὰ βροχῶν κατὰ τόπους. Ἄνεμοι μέτριοι. — [1176, 1539, 1560, 1629]
karamanlis-body-text-3: Ὁ πρωθυπουργὸς ἐτόνισεν ὅτι ἡ οἰκονομικὴ θέσις τῆς χώρας εἶναι σήμερον περισσότερον ἀπὸ ποτὲ ἄλλοτε ἱκανοποιητική. Αἱ καταθέσεις αὐξάνονται, τὸ ἐθνικὸν εἰσόδημα ἀνέρχεται, ἡ δραχμὴ παραμένει σταθερά. Αἱ ἐξαγωγαὶ σημειώνουν ἄνοδον καὶ ὁ τουρισμὸς ἀναπτύσσεται ταχέως. — [8, 1129, 297, 1501]
khrushchev-body-text: ΦΙΛΑΔΕΛΦΕΙΑ, 5. (Ἀσσ. Πρές).— Ἀμερικανικὴ ἐφημερὶς ἀνήγγειλεν ὅτι θὰ δημοσιεύσῃ εἰς συνεχείας τὸ τελευταῖον βιβλίον τοῦ Σοβιετικοῦ πρωθυπουργοῦ. — [619, 1228, 780, 1292]
forgers-body-text-2: ΑΘΗΝΑΙ, 5.— Ἡ ἀστυνομία ἀναζητεῖ σπεῖραν ξένων ταχυδακτυλουργῶν, οἱ ὁποῖοι ἀφαιροῦν χρηματικὰ ποσὰ ἀπὸ τὰ ταμεῖα καταστημάτων τῆς πρωτευούσης κατὰ τὴν ὥραν τῆς ἀλλαγῆς χαρτονομισμάτων. — [1176, 1094, 1363, 1184]
sahara-headline: ΠΕΤΡΕΛΑΙΑ ΚΑΙ ΥΓΡΑΕΡΙΑ ΕΚ ΤΗΣ ΣΑΧΑΡΑΣ ΘΑ ΔΙΟΧΕΤΕΥΩΝΤΑΙ ΕΙΣ ΤΗΝ ΔΥΤ. ΕΥΡΩΠΗΝ — [614, 1390, 956, 1420]
venizelos-subsection-title: ΤΙ ΔΥΝΑΤΟΝ ΝΑ ΣΥΜΒΗ — [29, 567, 125, 593]
section-rule-3 — [1176, 1247, 1560, 1249]
venizelos-subhead: ΠΟΙΑ ΠΕΡΙΠΤΩΣΙΣ ΗΜΠΟΡΕΙ ΝΑ ΠΡΟΚΑΛΕΣΗ ΔΙΑΤΑΡΑΞΙΝ ΤΩΝ ΣΧΕΣΕΩΝ ΤΩΝ ΔΥΟ ΧΩΡΩΝ — [67, 286, 537, 329]
stockings-headline: ΕΡΓΟΣΤΑΣΙΟΝ ΚΑΤΑΣΚΕΥΗΣ ΚΑΛΤΣΩΝ ΙΔΡΥΕΤΑΙ ΕΙΣ ΤΗΝ ΕΛΕΥΘΕΡΑΝ ΖΩΝΗΝ — [1188, 1718, 1548, 1749]
weather-headline: ΝΕΦΕΛΩΔΗΣ, ΜΕΤΑ ΒΡΟΧΩΝ ΚΑΤΑ ΤΟΠΟΥΣ ΠΡΟΒΛΕΠΕΤΑΙ ΔΙΑ ΣΗΜΕΡΟΝ Ο ΚΑΙΡΟΣ — [1203, 1488, 1533, 1519]
athens-news-body-text-7: ΑΘΗΝΑΙ, 5.— Ἀνεκοινώθη ἐκ τοῦ ὑπουργείου ὅτι θὰ χορηγηθοῦν δάνεια εἰς τοὺς παραγωγούς. Ἐπίσης ἀπεφασίσθη ἡ ἐπέκτασις τοῦ δικτύου ὑδρεύσεως εἰς τὰς συνοικίας τῆς πρωτευούσης. — [790, 1896, 958, 1973]
interest-headline: Ο ΤΡΑΠΕΖΙΚΟΣ ΤΟΚΟΣ ΕΙΣ ΤΗΝ Δ. ΓΕΡΜΑΝΙΑΝ ΗΥΞΗΘΗ ΚΑΤΑ 1% — [972, 1503, 1164, 1548]
ionosphere-body: Ἀνακοινώνεται ἐπισήμως ὅτι αἱ σχετικαὶ πληροφορίαι στεροῦνται πάσης βάσεως. Αἱ ἀρμόδιαι ὑπηρεσίαι παρακολουθοῦν τὴν ἐξέλιξιν τῆς καταστάσεως καὶ θὰ ἐκδώσουν σχετικὰς ἀνακοινώσεις. — [972, 1362, 1164, 1426]
athens-news-body — [612, 1831, 958, 2333]
venizelos-body-cont-4: Εἶναι ἐνδεχόμενον ἐπιστρεφόμενοι οἱ φυγάδες νὰ ζητήσουν τὰς περιουσίας των, τὰς ὁποίας εἶχον ἐγκαταλείψει κατὰ τὴν διάρκειαν τοῦ συμμοριτοπολέμου. Ἡ ἀναγνώρισις τῆς διαλέκτου ἀποτελεῖ ζήτημα τὸ ὁποῖον ἀπασχολεῖ σοβαρῶς τοὺς κύκλους τῆς ἀντιπολιτεύσεως. — [307, 640, 447, 770]
officers-body-text-3: ΑΘΗΝΑΙ, 5.— Ὀνομάζονται διὰ διατάγματος ἀνθυπομοίραρχοι οἱ ἑξῆς: Ἀναστασόπουλος Κ., Βασιλείου Ν., Γεωργίου Π., Δημητρίου Α., Ἐλευθερίου Σ., Ζαχαρίου Θ., Ἠλιόπουλος Ι., Θεοδωρόπουλος Κ., Ἰωάννου Λ., Καραγιάννης Μ., Λαμπρόπουλος Ν., Μαυρίδης Ξ., Νικολάου Ο., Ξενάκης Π., Οἰκονόμου Ρ., Παπαδόπουλος Σ. — [1171, 2044, 1361, 2161]
finance-headline: ΤΑ ΔΗΜΟΣΙΑ ΟΙΚΟΝΟΜΙΚΑ ΚΑΙ ΑΙ ΕΠΕΝΔΥΣΕΙΣ — [13, 1673, 591, 1703]
cyprus-subsection-1: ΕΝΣΚΥΡΗΣΙΣ ΑΙ ΠΡΟΤΑΣΕΙΣ — [1184, 255, 1348, 268]
cyprus-body — [972, 255, 1560, 946]
cyprus-body-text-5: ΑΘΗΝΑΙ, 5.— Ἀνεγνώσθη εἰς ἐπισήμους κύκλους ὅτι δὲν ὑφίσταται μυστικὴ συμφωνία μεταξὺ τοῦ ὑπουργοῦ τῶν Ἐξωτερικῶν κ. Ἀβέρωφ καὶ τοῦ Τούρκου ὁμολόγου του διὰ τὴν μετατροπὴν τῆς Κύπρου εἰς ὁμοσπονδιακὸν κράτος. Οἱ κύκλοι τῆς ἀντιπολιτεύσεως ὅμως ἐπιμένουν. — [1171, 270, 1361, 373]
continued-label: ΣΥΝΕΧΕΙΑ ἘΚ ΤΗ͂Σ ΠΡΏΤΗΣ — [72, 1129, 132, 1169]
karamanlis-subsection-1: ΤΟ ΕΘΝΙΚΟΝ ΕΙΣΟΔΗΜΑ — [39, 1318, 117, 1345]
venizelos-body-cont-2: Εἶναι ἐνδεχόμενον ἐπιστρεφόμενοι οἱ φυγάδες νὰ ζητήσουν τὰς περιουσίας των, τὰς ὁποίας εἶχον ἐγκαταλείψει κατὰ τὴν διάρκειαν τοῦ συμμοριτοπολέμου. Ἡ ἀναγνώρισις τῆς διαλέκτου ἀποτελεῖ ζήτημα τὸ ὁποῖον ἀπασχολεῖ σοβαρῶς τοὺς κύκλους τῆς ἀντιπολιτεύσεως. — [157, 446, 297, 575]
eisenhower-body-text-3: ΤΑΡΝΤΕΡΡΥ, Σκωτία, 5. (Ἀσσ. Πρές).— Ὁ πρόεδρος Ντὲ Γκὼλ ἀπέστειλε σήμερον πρὸς τὸν Πρόεδρον Ἀϊζενχάουερ μήνυμα διὰ τοῦ ὁποίου ἐπιβεβαιώνει τὴν ἐπίσκεψίν του εἰς τὰς Ἡνωμένας Πολιτείας. Ὁ πρόεδρος Ντὲ Γκὼλ ἀπεδέχθη τὴν πρόσκλησιν νὰ ἐπισκεφθῇ τὴν Οὐάσιγκτων. — [612, 473, 780, 589]
venizelos-body-text-2: ΑΘΗΝΑΙ, 5.— Τὸ θέμα τῶν ἀντιρρήσεων τοῦ ἀρχηγοῦ τῶν φιλελευθέρων κ. Σοφ. Βενιζέλου, ἐπὶ τῆς ἐκφράσεως τῆς σημερινῆς πολιτικῆς καταστάσεως εἰς τὰ ζητήματα τῆς συμφωνίας μὲ τὴν γείτονα χώραν, ἀπασχολεῖ τὰ πολιτικὰ κόμματα. Ὁ κ. Βενιζέλος θεωρεῖ ὅτι τὸ ὑπ' ἀριθ. ἕνα πρωτόκολλον, τὸ ὁποῖον ὑπεγράφη μεταξὺ τῶν δύο κυβερνήσεων, δημιουργεῖ νέα δεδομένα εἰς τὰς σχέσεις τῶν δύο χωρῶν καὶ δύναται νὰ προκαλέσῃ σοβαρὰς προστριβὰς εἰς τὸ μέλλον. — [8, 343, 297, 840]
venizelos-body-text-3: ΑΘΗΝΑΙ, 5.— Τὸ θέμα τῶν ἀντιρρήσεων τοῦ ἀρχηγοῦ τῶν φιλελευθέρων κ. Σοφ. Βενιζέλου, ἐπὶ τῆς ἐκφράσεως τῆς σημερινῆς πολιτικῆς καταστάσεως εἰς τὰ ζητήματα τῆς συμφωνίας μὲ τὴν γείτονα χώραν, ἀπασχολεῖ τὰ πολιτικὰ κόμματα. Ὁ κ. Βενιζέλος θεωρεῖ ὅτι τὸ ὑπ' ἀριθ. ἕνα πρωτόκολλον, τὸ ὁποῖον ὑπεγράφη μεταξὺ τῶν δύο κυβερνήσεων, δημιουργεῖ νέα δεδομένα εἰς τὰς σχέσεις τῶν δύο χωρῶν καὶ δύναται νὰ προκαλέσῃ σοβαρὰς προστριβὰς εἰς τὸ μέλλον. — [157, 575, 297, 795]
cyprus-body-text-10: ΑΘΗΝΑΙ, 5.— Ἀνεγνώσθη εἰς ἐπισήμους κύκλους ὅτι δὲν ὑφίσταται μυστικὴ συμφωνία μεταξὺ τοῦ ὑπουργοῦ τῶν Ἐξωτερικῶν κ. Ἀβέρωφ καὶ τοῦ Τούρκου ὁμολόγου του διὰ τὴν μετατροπὴν τῆς Κύπρου εἰς ὁμοσπονδιακὸν κράτος. Οἱ κύκλοι τῆς ἀντιπολιτεύσεως ὅμως ἐπιμένουν. — [1370, 461, 1560, 564]
karamanlis-body-text-6: Ὁ πρωθυπουργὸς ἐτόνισεν ὅτι ἡ οἰκονομικὴ θέσις τῆς χώρας εἶναι σήμερον περισσότερον ἀπὸ ποτὲ ἄλλοτε ἱκανοποιητική. Αἱ καταθέσεις αὐξάνονται, τὸ ἐθνικὸν εἰσόδημα ἀνέρχεται, ἡ δραχμὴ παραμένει σταθερά. Αἱ ἐξαγωγαὶ σημειώνουν ἄνοδον καὶ ὁ τουρισμὸς ἀναπτύσσεται ταχέως. — [307, 1200, 447, 1342]
weather-body — [1176, 1539, 1560, 1701]
section-rule-4 — [1176, 1480, 1560, 1482]
tito-headline: Ο ΠΡΟΕΔΡΟΣ ΤΙΤΟ ΕΝΕΚΑΙΝΙΑΣΕ ΧΘΕΣ ΤΗΝ ΔΙΕΘΝΗ ΕΚΘΕΣΙΝ ΤΟΥ ΖΑΓΚΡΕΜΠ — [1199, 1257, 1538, 1290]
karamanlis-body-text-7: Ὁ πρωθυπουργὸς ἐτόνισεν ὅτι ἡ οἰκονομικὴ θέσις τῆς χώρας εἶναι σήμερον περισσότερον ἀπὸ ποτὲ ἄλλοτε ἱκανοποιητική. Αἱ καταθέσεις αὐξάνονται, τὸ ἐθνικὸν εἰσόδημα ἀνέρχεται, ἡ δραχμὴ παραμένει σταθερά. Αἱ ἐξαγωγαὶ σημειώνουν ἄνοδον καὶ ὁ τουρισμὸς ἀναπτύσσεται ταχέως. — [307, 1329, 447, 1471]
cyprus-subsection-4: ΑἹ ΒΡΕΤΑΝΙΚΑΙ ΔΑΠΑΝΑΙ — [1391, 324, 1541, 337]
athens-news-headline: ΜΙΚΡΑΙ ΕΙΔΗΣΕΙΣ ΕΞ ΑΘΗΝΩΝ ΧΩΡΙΣ ΤΙΤΛΟΝ — [612, 1804, 958, 1820]
israel-headline: ΕΙΣ ΤΟΝ ΜΑΥΡΟΝ ΠΙΝΑΚΑ ΔΙΟΤΙ ΕΙΧΟΝ ΣΥΝΑΛΛΑΓΑΣ ΜΕ ΤΟ ΚΡΑΤΟΣ ΤΟΥ ΙΣΡΑΗΛ — [978, 1670, 1158, 1707]
karamanlis-body-text-10: Ὁ πρωθυπουργὸς ἐτόνισεν ὅτι ἡ οἰκονομικὴ θέσις τῆς χώρας εἶναι σήμερον περισσότερον ἀπὸ ποτὲ ἄλλοτε ἱκανοποιητική. Αἱ καταθέσεις αὐξάνονται, τὸ ἐθνικὸν εἰσόδημα ἀνέρχεται, ἡ δραχμὴ παραμένει σταθερά. Αἱ ἐξαγωγαὶ σημειώνουν ἄνοδον καὶ ὁ τουρισμὸς ἀναπτύσσεται ταχέως. — [456, 1349, 596, 1504]
kanellopoulos-body: Ἀνακοινώνεται ἐπισήμως ὅτι αἱ σχετικαὶ πληροφορίαι στεροῦνται πάσης βάσεως. Αἱ ἀρμόδιαι ὑπηρεσίαι παρακολουθοῦν τὴν ἐξέλιξιν τῆς καταστάσεως καὶ θὰ ἐκδώσουν σχετικὰς ἀνακοινώσεις. — [972, 1186, 1164, 1250]
eisenhower-body — [612, 222, 958, 668]
karamanlis-body-text-5: Ὁ πρωθυπουργὸς ἐτόνισεν ὅτι ἡ οἰκονομικὴ θέσις τῆς χώρας εἶναι σήμερον περισσότερον ἀπὸ ποτὲ ἄλλοτε ἱκανοποιητική. Αἱ καταθέσεις αὐξάνονται, τὸ ἐθνικὸν εἰσόδημα ἀνέρχεται, ἡ δραχμὴ παραμένει σταθερά. Αἱ ἐξαγωγαὶ σημειώνουν ἄνοδον καὶ ὁ τουρισμὸς ἀναπτύσσεται ταχέως. — [157, 1129, 447, 1510]
sahara-body-text-2: ΡΩΜΗ, 5. (Ἀσσ. Πρές).— Ἡ ἐφημερὶς «Τζιορνάλε» γράφει ὅτι τὰ πετρέλαια τῆς Σαχάρας θὰ διοχετεύωνται διὰ ἀγωγοῦ πρὸς τὴν Δυτικὴν Εὐρώπην. — [612, 1439, 958, 1529]
eisenhower-body-text: ΤΑΡΝΤΕΡΡΥ, Σκωτία, 5. (Ἀσσ. Πρές).— Ὁ πρόεδρος Ντὲ Γκὼλ ἀπέστειλε σήμερον πρὸς τὸν Πρόεδρον Ἀϊζενχάουερ μήνυμα διὰ τοῦ ὁποίου ἐπιβεβαιώνει τὴν ἐπίσκεψίν του εἰς τὰς Ἡνωμένας Πολιτείας. Ὁ πρόεδρος Ντὲ Γκὼλ ἀπεδέχθη τὴν πρόσκλησιν νὰ ἐπισκεφθῇ τὴν Οὐάσιγκτων. — [612, 222, 780, 337]
china-box — [612, 676, 958, 921]
karamanlis-subsection-3: ΕΞΑΓΩΓΑΙ ΚΑΙ ΣΥΝΑΛΛΑΓΜΑ — [334, 1171, 418, 1198]
officers-body-text: ΑΘΗΝΑΙ, 5.— Ὀνομάζονται διὰ διατάγματος ἀνθυπομοίραρχοι οἱ ἑξῆς: Ἀναστασόπουλος Κ., Βασιλείου Ν., Γεωργίου Π., Δημητρίου Α., Ἐλευθερίου Σ., Ζαχαρίου Θ., Ἠλιόπουλος Ι., Θεοδωρόπουλος Κ., Ἰωάννου Λ., Καραγιάννης Μ., Λαμπρόπουλος Ν., Μαυρίδης Ξ., Νικολάου Ο., Ξενάκης Π., Οἰκονόμου Ρ., Παπαδόπουλος Σ. — [972, 2006, 1162, 2121]
stockings-body-text-3: Ὁ ἀριθμὸς τῶν βιομηχανιῶν τῆς ἐλευθέρας ζώνης Θεσσαλονίκης αὐξάνεται. Ἰδρύεται ἤδη ἐργοστάσιον κατασκευῆς καλτσῶν, τὸ ὁποῖον θὰ ἀπασχολῇ σημαντικὸν ἀριθμὸν ἐργατῶν. — [1373, 1778, 1553, 1856]
dalai-lama-body-text-3: ΝΕΟΝ ΔΕΛΧΙ, 5. (Ἀσσ. Πρές).— Ὁ Δαλάϊ Λάμα, ὁ ὁποῖος εὑρίσκεται εἰς τὴν Ἰνδίαν, ἐξετάζει τὸ ἐνδεχόμενον προσφυγῆς εἰς τὰ Ἡνωμένα Ἔθνη διὰ τὴν κατάστασιν τοῦ Θιβέτ. — [790, 1011, 958, 1075]
china-body — [613, 750, 956, 887]
stockings-body-text: Ὁ ἀριθμὸς τῶν βιομηχανιῶν τῆς ἐλευθέρας ζώνης Θεσσαλονίκης αὐξάνεται. Ἰδρύεται ἤδη ἐργοστάσιον κατασκευῆς καλτσῶν, τὸ ὁποῖον θὰ ἀπασχολῇ σημαντικὸν ἀριθμὸν ἐργατῶν. — [1184, 1753, 1363, 1830]
athens-news-body-text-3: ΑΘΗΝΑΙ, 5.— Ἀνεκοινώθη ἐκ τοῦ ὑπουργείου ὅτι θὰ χορηγηθοῦν δάνεια εἰς τοὺς παραγωγούς. Ἐπίσης ἀπεφασίσθη ἡ ἐπέκτασις τοῦ δικτύου ὑδρεύσεως εἰς τὰς συνοικίας τῆς πρωτευούσης. — [612, 1973, 780, 2051]
col3-left-stack — [972, 956, 1164, 1946]
venizelos-body-text: ΑΘΗΝΑΙ, 5.— Τὸ θέμα τῶν ἀντιρρήσεων τοῦ ἀρχηγοῦ τῶν φιλελευθέρων κ. Σοφ. Βενιζέλου, ἐπὶ τῆς ἐκφράσεως τῆς σημερινῆς πολιτικῆς καταστάσεως εἰς τὰ ζητήματα τῆς συμφωνίας μὲ τὴν γείτονα χώραν, ἀπασχολεῖ τὰ πολιτικὰ κόμματα. Ὁ κ. Βενιζέλος θεωρεῖ ὅτι τὸ ὑπ' ἀριθ. ἕνα πρωτόκολλον, τὸ ὁποῖον ὑπεγράφη μεταξὺ τῶν δύο κυβερνήσεων, δημιουργεῖ νέα δεδομένα εἰς τὰς σχέσεις τῶν δύο χωρῶν καὶ δύναται νὰ προκαλέσῃ σοβαρὰς προστριβὰς εἰς τὸ μέλλον. — [8, 343, 148, 563]
karamanlis-body-text-9: Ὁ πρωθυπουργὸς ἐτόνισεν ὅτι ἡ οἰκονομικὴ θέσις τῆς χώρας εἶναι σήμερον περισσότερον ἀπὸ ποτὲ ἄλλοτε ἱκανοποιητική. Αἱ καταθέσεις αὐξάνονται, τὸ ἐθνικὸν εἰσόδημα ἀνέρχεται, ἡ δραχμὴ παραμένει σταθερά. Αἱ ἐξαγωγαὶ σημειώνουν ἄνοδον καὶ ὁ τουρισμὸς ἀναπτύσσεται ταχέως. — [456, 1220, 596, 1362]
china-body-text-2: ΤΟΚΙΟ, 5. (Ἀσσ. Πρές).— Ἡ Κίνα κατηγορεῖται ὅτι διοχετεύει εἰς τὰς ἀγορὰς τῆς Ἀσίας μεγάλας ποσότητας πλαστῶν ἀμερικανικῶν δολλαρίων, μὲ σκοπὸν νὰ προκαλέσῃ ἀναστάτωσιν εἰς τὸ νομισματικὸν σύστημα τῶν Ἡνωμένων Πολιτειῶν. — [729, 749, 951, 853]
sahara-body-text-3: ΡΩΜΗ, 5. (Ἀσσ. Πρές).— Ἡ ἐφημερὶς «Τζιορνάλε» γράφει ὅτι τὰ πετρέλαια τῆς Σαχάρας θὰ διοχετεύωνται διὰ ἀγωγοῦ πρὸς τὴν Δυτικὴν Εὐρώπην. — [790, 1452, 958, 1529]
kanellopoulos-headline: ΔΙΕΡΧΕΤΑΙ ΤΗΝ ΠΡΩΙΑΝ Ο Κ. ΚΑΝΕΛΛΟΠΟΥΛΟΣ ΜΕΤΑΒΑΙΝΩΝ ΕΙΣ ΒΕΛΙΓΡΑΔΙΟΝ — [976, 1146, 1160, 1183]
cyprus-body-text-6: ΑΘΗΝΑΙ, 5.— Ἀνεγνώσθη εἰς ἐπισήμους κύκλους ὅτι δὲν ὑφίσταται μυστικὴ συμφωνία μεταξὺ τοῦ ὑπουργοῦ τῶν Ἐξωτερικῶν κ. Ἀβέρωφ καὶ τοῦ Τούρκου ὁμολόγου του διὰ τὴν μετατροπὴν τῆς Κύπρου εἰς ὁμοσπονδιακὸν κράτος. Οἱ κύκλοι τῆς ἀντιπολιτεύσεως ὅμως ἐπιμένουν. — [1171, 392, 1361, 495]
athens-news-body-text-4: ΑΘΗΝΑΙ, 5.— Ἀνεκοινώθη ἐκ τοῦ ὑπουργείου ὅτι θὰ χορηγηθοῦν δάνεια εἰς τοὺς παραγωγούς. Ἐπίσης ἀπεφασίσθη ἡ ἐπέκτασις τοῦ δικτύου ὑδρεύσεως εἰς τὰς συνοικίας τῆς πρωτευούσης. — [612, 2038, 780, 2116]
officers-body — [972, 2006, 1560, 2265]
athens-news-body-text-2: ΑΘΗΝΑΙ, 5.— Ἀνεκοινώθη ἐκ τοῦ ὑπουργείου ὅτι θὰ χορηγηθοῦν δάνεια εἰς τοὺς παραγωγούς. Ἐπίσης ἀπεφασίσθη ἡ ἐπέκτασις τοῦ δικτύου ὑδρεύσεως εἰς τὰς συνοικίας τῆς πρωτευούσης. — [612, 1896, 780, 1973]
cyprus-body-text: ΑΘΗΝΑΙ, 5.— Ἀνεγνώσθη εἰς ἐπισήμους κύκλους ὅτι δὲν ὑφίσταται μυστικὴ συμφωνία μεταξὺ τοῦ ὑπουργοῦ τῶν Ἐξωτερικῶν κ. Ἀβέρωφ καὶ τοῦ Τούρκου ὁμολόγου του διὰ τὴν μετατροπὴν τῆς Κύπρου εἰς ὁμοσπονδιακὸν κράτος. Οἱ κύκλοι τῆς ἀντιπολιτεύσεως ὅμως ἐπιμένουν. — [972, 255, 1162, 358]
cyprus-subsection-2: ΟΙ ΤΟΥΡΚΟΙ ΔΗΜΟΣΙΟΓΡΑΦΟΙ — [1177, 622, 1355, 635]
grafeia-headline: ΠΡΟΘΡΑ ΤΑ ΓΡΑΦΕΝΤΑ ΠΕΡΙ ΣΥΜΦΩΝΙΑΣ ΔΙΑ ΤΑΣ ΜΕΙΟΝΟΤΗΤΑΣ ΚΩΝΣΤΑΝΤΙΝΟΥΠΟΛΕΩΣ ΚΑΙ ΔΥΤΙΚΗΣ ΘΡΑΚΗΣ — [988, 959, 1149, 1019]
israel-body: Ἀνακοινώνεται ἐπισήμως ὅτι αἱ σχετικαὶ πληροφορίαι στεροῦνται πάσης βάσεως. Αἱ ἀρμόδιαι ὑπηρεσίαι παρακολουθοῦν τὴν ἐξέλιξιν τῆς καταστάσεως καὶ θὰ ἐκδώσουν σχετικὰς ἀνακοινώσεις. — [972, 1710, 1164, 1774]
finance-body-text-6: Ἡ ἐδραίωσις τῆς δραχμῆς καὶ ἡ σταθερότης τῶν τιμῶν ἀπετέλεσαν τὰς βάσεις τῆς οἰκονομικῆς ἀνορθώσεως. Τὸ ἐθνικὸν εἰσόδημα ηὐξήθη κατὰ τὸ λῆξαν ἔτος καὶ ἡ κρατικὴ ἀποταμίευσις ἐσημείωσε ρεκὸρ. — [157, 1956, 297, 2060]
column-divider-1 — [603, 74, 605, 2328]
eisenhower-body-text-5: ΤΑΡΝΤΕΡΡΥ, Σκωτία, 5. (Ἀσσ. Πρές).— Ὁ πρόεδρος Ντὲ Γκὼλ ἀπέστειλε σήμερον πρὸς τὸν Πρόεδρον Ἀϊζενχάουερ μήνυμα διὰ τοῦ ὁποίου ἐπιβεβαιώνει τὴν ἐπίσκεψίν του εἰς τὰς Ἡνωμένας Πολιτείας. Ὁ πρόεδρος Ντὲ Γκὼλ ἀπεδέχθη τὴν πρόσκλησιν νὰ ἐπισκεφθῇ τὴν Οὐάσιγκτων. — [790, 353, 958, 469]
karamanlis-body-text: Ὁ πρωθυπουργὸς ἐτόνισεν ὅτι ἡ οἰκονομικὴ θέσις τῆς χώρας εἶναι σήμερον περισσότερον ἀπὸ ποτὲ ἄλλοτε ἱκανοποιητική. Αἱ καταθέσεις αὐξάνονται, τὸ ἐθνικὸν εἰσόδημα ἀνέρχεται, ἡ δραχμὴ παραμένει σταθερά. Αἱ ἐξαγωγαὶ σημειώνουν ἄνοδον καὶ ὁ τουρισμὸς ἀναπτύσσεται ταχέως. — [8, 1171, 148, 1314]
athens-news-body-text-6: ΑΘΗΝΑΙ, 5.— Ἀνεκοινώθη ἐκ τοῦ ὑπουργείου ὅτι θὰ χορηγηθοῦν δάνεια εἰς τοὺς παραγωγούς. Ἐπίσης ἀπεφασίσθη ἡ ἐπέκτασις τοῦ δικτύου ὑδρεύσεως εἰς τὰς συνοικίας τῆς πρωτευούσης. — [694, 1831, 958, 2193]
khrushchev-box — [612, 1188, 958, 1383]
weather-city: ΙΩΑΝΝΙΝΑ, 5. — [1429, 1552, 1520, 1565]
finance-body-text-12: Ἡ ἐδραίωσις τῆς δραχμῆς καὶ ἡ σταθερότης τῶν τιμῶν ἀπετέλεσαν τὰς βάσεις τῆς οἰκονομικῆς ἀνορθώσεως. Τὸ ἐθνικὸν εἰσόδημα ηὐξήθη κατὰ τὸ λῆξαν ἔτος καὶ ἡ κρατικὴ ἀποταμίευσις ἐσημείωσε ρεκὸρ. — [456, 1939, 596, 2056]
finance-body-text-7: Ἡ ἐδραίωσις τῆς δραχμῆς καὶ ἡ σταθερότης τῶν τιμῶν ἀπετέλεσαν τὰς βάσεις τῆς οἰκονομικῆς ἀνορθώσεως. Τὸ ἐθνικὸν εἰσόδημα ηὐξήθη κατὰ τὸ λῆξαν ἔτος καὶ ἡ κρατικὴ ἀποταμίευσις ἐσημείωσε ρεκὸρ. — [287, 1718, 447, 2060]
cyprus-body-text-7: ΑΘΗΝΑΙ, 5.— Ἀνεγνώσθη εἰς ἐπισήμους κύκλους ὅτι δὲν ὑφίσταται μυστικὴ συμφωνία μεταξὺ τοῦ ὑπουργοῦ τῶν Ἐξωτερικῶν κ. Ἀβέρωφ καὶ τοῦ Τούρκου ὁμολόγου του διὰ τὴν μετατροπὴν τῆς Κύπρου εἰς ὁμοσπονδιακὸν κράτος. Οἱ κύκλοι τῆς ἀντιπολιτεύσεως ὅμως ἐπιμένουν. — [1171, 514, 1361, 618]
finance-subsection-4: ΟΞΟΝ ΟΥΔΕΠΟΤΕ — [324, 1824, 429, 1838]
